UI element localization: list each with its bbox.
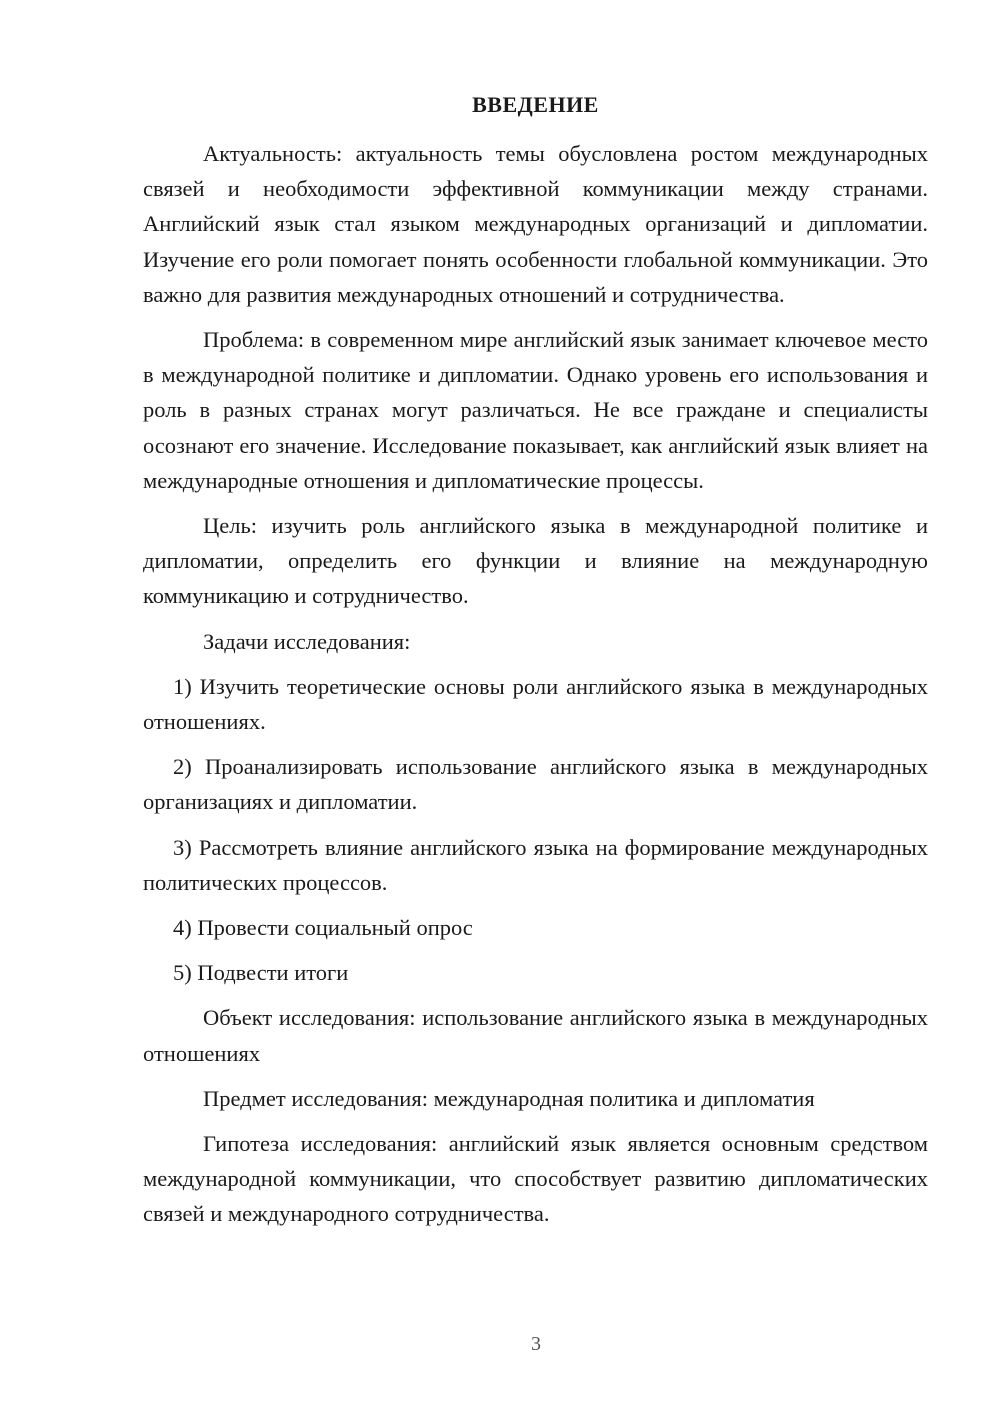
- task-item-1: 1) Изучить теоретические основы роли английского языка в международных отношениях.: [143, 673, 928, 735]
- page-number: 3: [531, 1333, 541, 1355]
- paragraph-subject: Предмет исследования: международная политика и дипломатия: [203, 1085, 815, 1111]
- section-heading: ВВЕДЕНИЕ: [472, 92, 599, 117]
- task-item-5: 5) Подвести итоги: [173, 960, 349, 986]
- paragraph-problem: Проблема: в современном мире английский язык занимает ключевое место в международной политике и дипломатии. Однако уровень его использования и роль в разных странах могут различаться. Не все граждане и специалисты осознают его значение. Исследование показывает, как английский язык влияет на международные отношения и дипломатические процессы.: [143, 327, 928, 493]
- paragraph-goal: Цель: изучить роль английского языка в международной политике и дипломатии, определить его функции и влияние на международную коммуникацию и сотрудничество.: [143, 513, 928, 609]
- task-item-2: 2) Проанализировать использование английского языка в международных организациях и дипломатии.: [143, 754, 928, 815]
- tasks-title: Задачи исследования:: [203, 628, 411, 654]
- paragraph-relevance: Актуальность: актуальность темы обусловлена ростом международных связей и необходимости эффективной коммуникации между странами. Английский язык стал языком международных организаций и дипломатии. Изучение его роли помогает понять особенности глобальной коммуникации. Это важно для развития международных отношений и сотрудничества.: [143, 141, 928, 307]
- paragraph-object: Объект исследования: использование английского языка в международных отношениях: [143, 1005, 928, 1066]
- task-item-4: 4) Провести социальный опрос: [173, 915, 473, 941]
- task-item-3: 3) Рассмотреть влияние английского языка на формирование международных политических процессов.: [143, 834, 928, 895]
- document-page: [143, 92, 928, 1232]
- paragraph-hypothesis: Гипотеза исследования: английский язык является основным средством международной коммуникации, что способствует развитию дипломатических связей и международного сотрудничества.: [143, 1131, 928, 1227]
